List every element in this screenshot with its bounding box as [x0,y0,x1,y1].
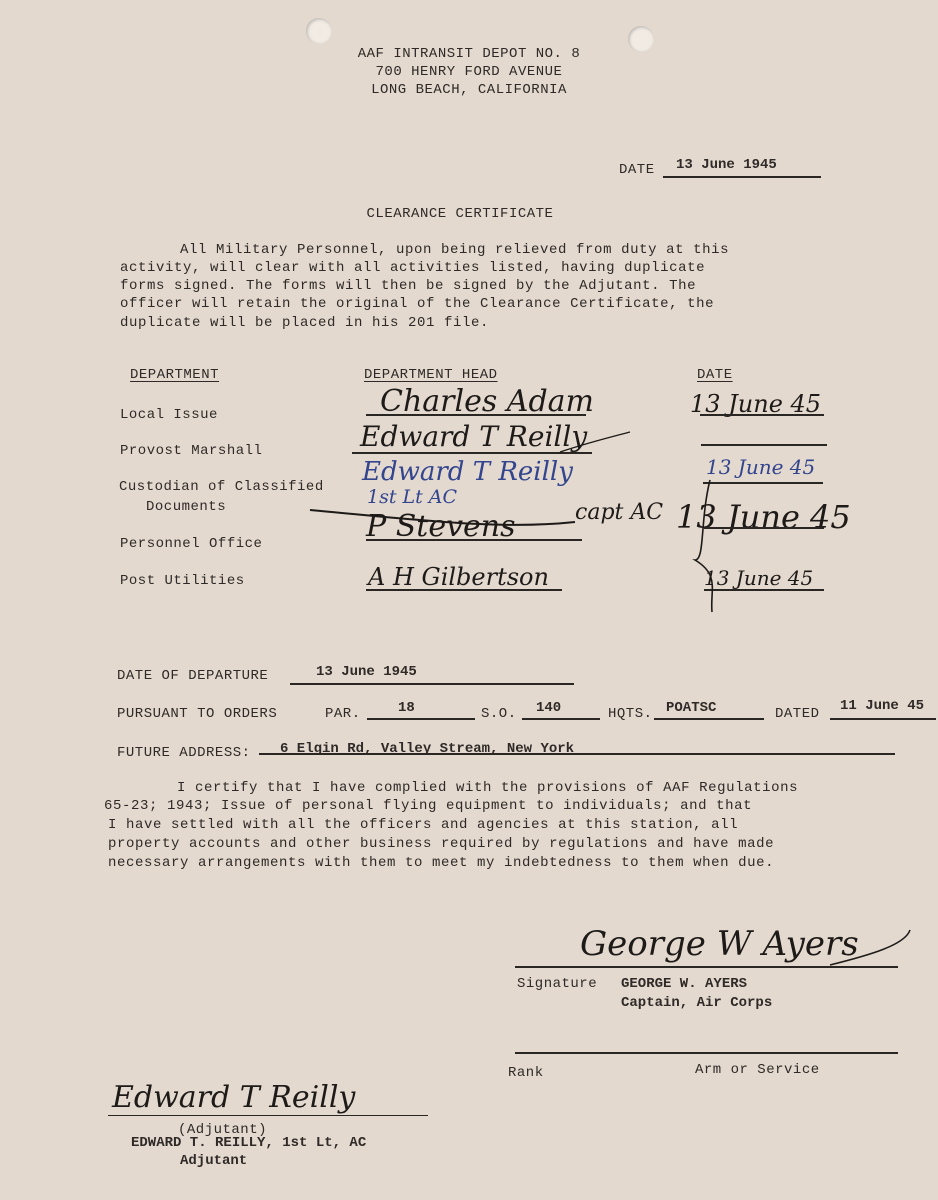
dept-custodian-line-2: Documents [146,499,227,515]
intro-line-4: officer will retain the original of the Clearance Certificate, the [120,296,715,312]
intro-line-3: forms signed. The forms will then be signed by the Adjutant. The [120,278,697,294]
adjutant-name: EDWARD T. REILLY, 1st Lt, AC [131,1135,367,1151]
col-header-date: DATE [697,367,733,383]
departure-value: 13 June 1945 [316,664,417,680]
col-header-department: DEPARTMENT [130,367,220,383]
dept-post-utilities: Post Utilities [120,573,245,589]
future-address-label: FUTURE ADDRESS: [117,745,251,761]
signer-name: GEORGE W. AYERS [621,976,748,992]
hqts-value: POATSC [666,700,717,716]
signature-personnel-office: P Stevens [366,509,516,544]
document-title: CLEARANCE CERTIFICATE [366,206,554,222]
dated-value: 11 June 45 [840,698,925,714]
certify-line-3: I have settled with all the officers and agencies at this station, all [108,817,739,833]
certify-line-2: 65-23; 1943; Issue of personal flying equipment to individuals; and that [104,798,753,814]
signer-rank: Captain, Air Corps [621,995,773,1011]
signature-label: Signature [517,976,598,992]
dept-personnel-office: Personnel Office [120,536,263,552]
dept-provost-marshall: Provost Marshall [120,443,263,459]
date-custodian: 13 June 45 [706,455,816,479]
adjutant-title: Adjutant [180,1153,248,1169]
certify-line-4: property accounts and other business required by regulations and have made [108,836,775,852]
departure-label: DATE OF DEPARTURE [117,668,269,684]
pen-stroke [695,480,712,612]
adjutant-caption: (Adjutant) [178,1122,268,1138]
date-personnel-office: 13 June 45 [676,498,851,536]
date-value: 13 June 1945 [676,157,777,173]
hqts-label: HQTS. [608,706,653,722]
col-header-department-head: DEPARTMENT HEAD [364,367,498,383]
signature-post-utilities: A H Gilbertson [368,563,549,591]
handwritten-signature-adjutant: Edward T Reilly [112,1080,356,1115]
certify-line-5: necessary arrangements with them to meet my indebtedness to them when due. [108,855,775,871]
pen-stroke [310,510,575,525]
date-local-issue: 13 June 45 [690,390,822,418]
certify-line-1: I certify that I have complied with the provisions of AAF Regulations [177,780,799,796]
date-post-utilities: 13 June 45 [704,566,814,590]
signature-personnel-note: capt AC [575,500,664,525]
header-line-2: 700 HENRY FORD AVENUE [375,64,563,80]
header-line-1: AAF INTRANSIT DEPOT NO. 8 [357,46,581,62]
par-value: 18 [398,700,415,716]
future-address-value: 6 Elgin Rd, Valley Stream, New York [280,741,575,757]
handwritten-signature-ayers: George W Ayers [580,924,859,964]
signature-custodian: Edward T Reilly [362,457,573,487]
rank-label: Rank [508,1065,544,1081]
so-value: 140 [536,700,562,716]
date-label: DATE [619,162,655,178]
intro-line-1: All Military Personnel, upon being relieved from duty at this [180,242,730,258]
dept-custodian: Custodian of Classified [119,479,324,495]
arm-label: Arm or Service [695,1062,820,1078]
header-line-3: LONG BEACH, CALIFORNIA [371,82,567,98]
intro-line-2: activity, will clear with all activities listed, having duplicate [120,260,706,276]
pen-stroke [560,432,630,452]
signature-custodian-rank: 1st Lt AC [367,486,458,508]
dated-label: DATED [775,706,820,722]
so-label: S.O. [481,706,517,722]
pen-stroke [830,930,910,965]
intro-line-5: duplicate will be placed in his 201 file. [120,315,490,331]
dept-local-issue: Local Issue [120,407,218,423]
signature-local-issue: Charles Adam [380,384,594,419]
orders-label: PURSUANT TO ORDERS [117,706,278,722]
signature-provost-marshall: Edward T Reilly [360,420,588,453]
par-label: PAR. [325,706,361,722]
